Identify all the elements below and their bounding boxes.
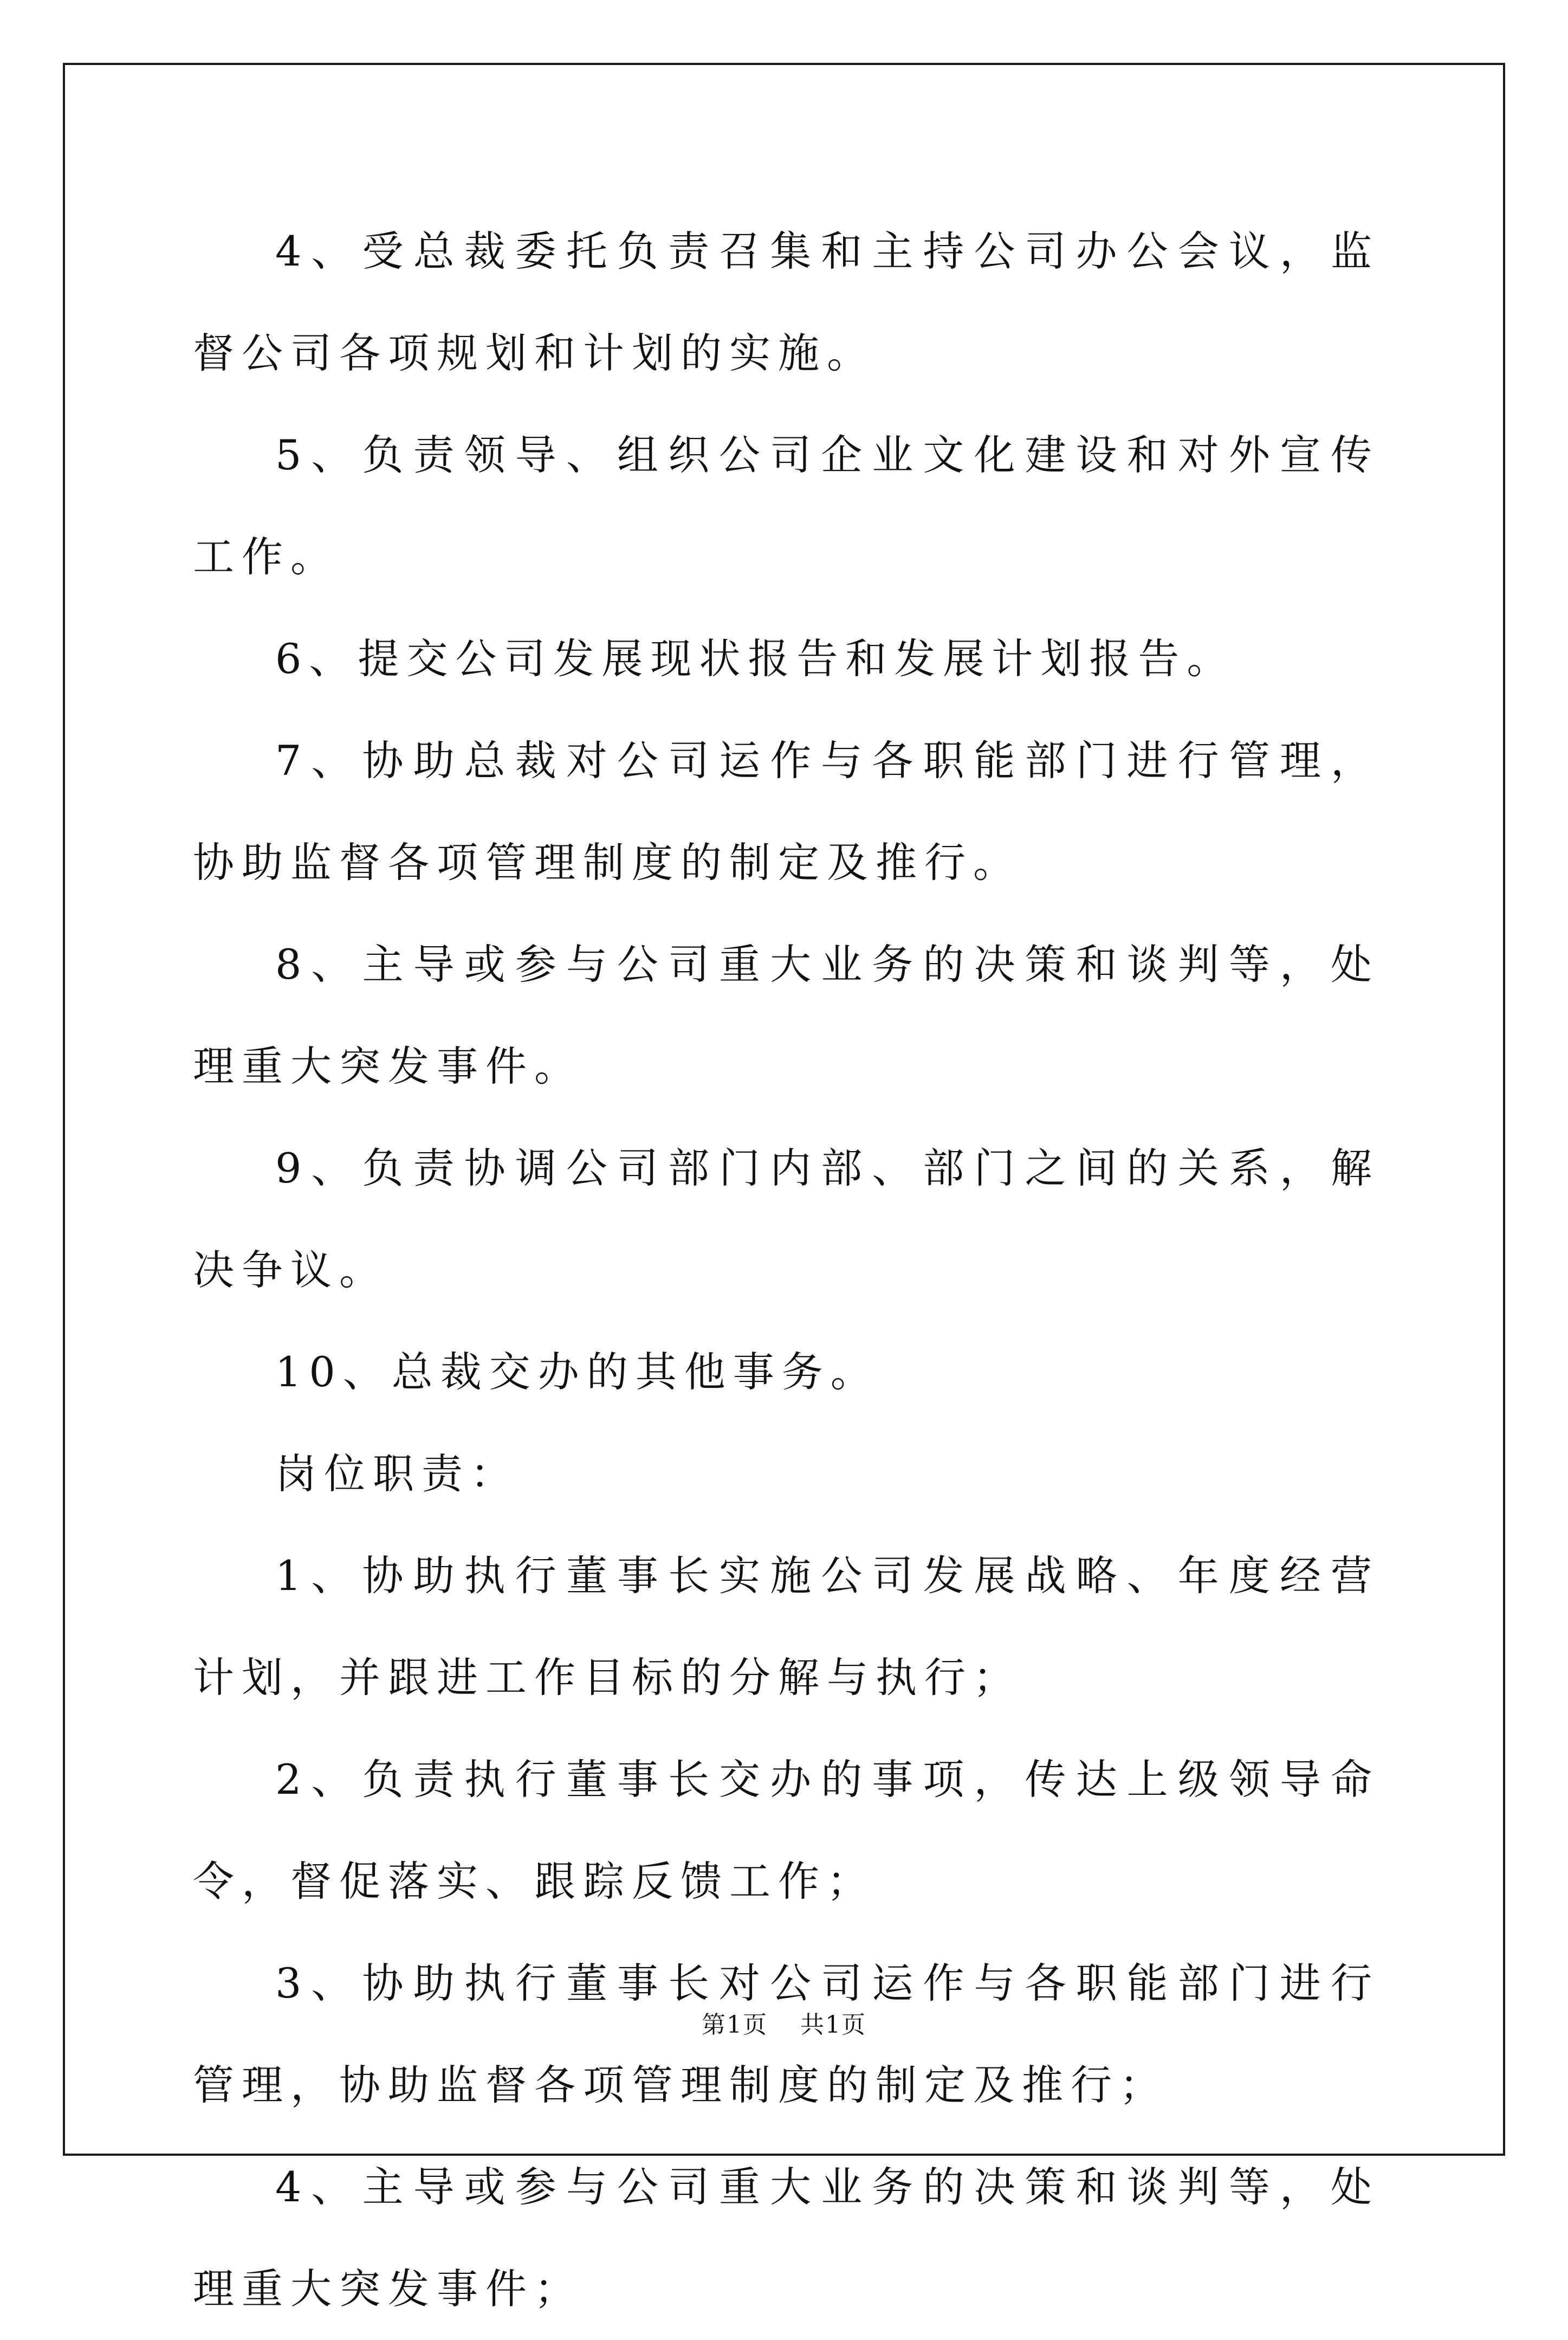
page-number: 第1页: [702, 2011, 768, 2039]
paragraph: 9、负责协调公司部门内部、部门之间的关系，解决争议。: [193, 1144, 1379, 1294]
paragraph: 2、负责执行董事长交办的事项，传达上级领导命令，督促落实、跟踪反馈工作；: [193, 1755, 1379, 1905]
paragraph: 8、主导或参与公司重大业务的决策和谈判等，处理重大突发事件。: [193, 940, 1379, 1090]
paragraph: 1、协助执行董事长实施公司发展战略、年度经营计划，并跟进工作目标的分解与执行；: [193, 1552, 1379, 1702]
section-heading: 岗位职责：: [275, 1450, 519, 1498]
paragraph: 4、主导或参与公司重大业务的决策和谈判等，处理重大突发事件；: [193, 2163, 1379, 2313]
paragraph: 10、总裁交办的其他事务。: [275, 1348, 879, 1396]
page-footer: [0, 2005, 1568, 2040]
paragraph: 7、协助总裁对公司运作与各职能部门进行管理，协助监督各项管理制度的制定及推行。: [193, 736, 1379, 887]
paragraph: 4、受总裁委托负责召集和主持公司办公会议，监督公司各项规划和计划的实施。: [193, 227, 1379, 377]
paragraph: 5、负责领导、组织公司企业文化建设和对外宣传工作。: [193, 431, 1379, 581]
page-total: 共1页: [800, 2011, 866, 2039]
paragraph: 6、提交公司发展现状报告和发展计划报告。: [275, 635, 1236, 683]
paragraph: 3、协助执行董事长对公司运作与各职能部门进行管理，协助监督各项管理制度的制定及推行；: [193, 1959, 1379, 2109]
